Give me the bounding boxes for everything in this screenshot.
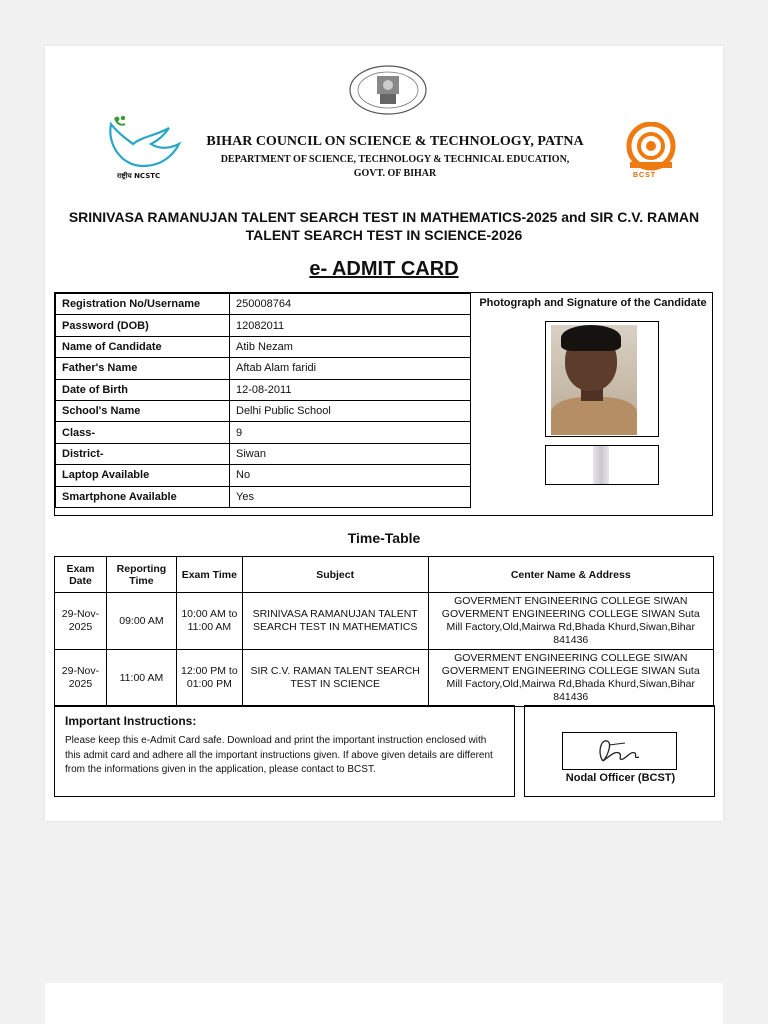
instructions-text: Please keep this e-Admit Card safe. Download and print the important instruction enclosed with this admit card and adhere all the important instructions given. If above given details are different from the informations given in the application, please contact to BCST. — [65, 735, 493, 775]
reporting-time: 11:00 AM — [106, 650, 176, 707]
table-row — [56, 315, 471, 336]
candidate-signature-frame — [545, 445, 659, 485]
candidate-photo-frame — [545, 321, 659, 437]
district-value: Siwan — [230, 443, 471, 464]
class-label: Class- — [56, 422, 230, 443]
exam-time: 10:00 AM to 11:00 AM — [176, 593, 242, 650]
school-label: School's Name — [56, 400, 230, 421]
registration-value: 250008764 — [230, 294, 471, 315]
candidate-details-table — [55, 293, 471, 508]
smartphone-value: Yes — [230, 486, 471, 507]
table-row — [56, 336, 471, 357]
dob-value: 12-08-2011 — [230, 379, 471, 400]
table-row — [56, 422, 471, 443]
password-label: Password (DOB) — [56, 315, 230, 336]
ncstc-label: राष्ट्रीय NCSTC — [117, 172, 161, 180]
candidate-photo — [551, 325, 637, 435]
next-page-edge — [45, 983, 723, 1024]
father-name-value: Aftab Alam faridi — [230, 358, 471, 379]
center-address: GOVERMENT ENGINEERING COLLEGE SIWAN GOVERMENT ENGINEERING COLLEGE SIWAN Suta Mill Factory,Old,Mairwa Rd,Bhada Khurd,Siwan,Bihar 841436 — [428, 593, 713, 650]
officer-signature — [563, 733, 676, 769]
bcst-label: BCST — [633, 172, 657, 179]
table-row — [55, 650, 714, 707]
header-exam-date: Exam Date — [55, 557, 107, 593]
timetable-title: Time-Table — [347, 530, 421, 546]
table-row — [56, 465, 471, 486]
instructions-title: Important Instructions: — [65, 714, 197, 728]
bihar-emblem-logo — [347, 64, 429, 116]
nodal-officer-label: Nodal Officer (BCST) — [565, 772, 676, 784]
admit-card-title: e- ADMIT CARD — [309, 258, 459, 280]
timetable-table — [54, 556, 714, 707]
table-row — [56, 358, 471, 379]
registration-label: Registration No/Username — [56, 294, 230, 315]
exam-date: 29-Nov-2025 — [55, 593, 107, 650]
subject: SIR C.V. RAMAN TALENT SEARCH TEST IN SCIENCE — [242, 650, 428, 707]
candidate-signature — [593, 446, 609, 484]
father-name-label: Father's Name — [56, 358, 230, 379]
header-center: Center Name & Address — [428, 557, 713, 593]
candidate-name-label: Name of Candidate — [56, 336, 230, 357]
table-row — [56, 294, 471, 315]
exam-date: 29-Nov-2025 — [55, 650, 107, 707]
exam-time: 12:00 PM to 01:00 PM — [176, 650, 242, 707]
candidate-details-section — [54, 292, 713, 516]
table-row — [56, 400, 471, 421]
candidate-name-value: Atib Nezam — [230, 336, 471, 357]
class-value: 9 — [230, 422, 471, 443]
table-header-row — [55, 557, 714, 593]
header-exam-time: Exam Time — [176, 557, 242, 593]
table-row — [56, 486, 471, 507]
laptop-label: Laptop Available — [56, 465, 230, 486]
table-row — [56, 379, 471, 400]
laptop-value: No — [230, 465, 471, 486]
table-row — [55, 593, 714, 650]
exam-title: SRINIVASA RAMANUJAN TALENT SEARCH TEST IN MATHEMATICS-2025 and SIR C.V. RAMAN TALENT SEARCH TEST IN SCIENCE-2026 — [68, 209, 700, 243]
department-name: DEPARTMENT OF SCIENCE, TECHNOLOGY & TECHNICAL EDUCATION, — [220, 154, 570, 165]
reporting-time: 09:00 AM — [106, 593, 176, 650]
org-name: BIHAR COUNCIL ON SCIENCE & TECHNOLOGY, PATNA — [206, 134, 584, 149]
admit-card-page — [45, 46, 723, 821]
officer-signature-frame — [562, 732, 677, 770]
school-value: Delhi Public School — [230, 400, 471, 421]
header-reporting-time: Reporting Time — [106, 557, 176, 593]
header-subject: Subject — [242, 557, 428, 593]
smartphone-label: Smartphone Available — [56, 486, 230, 507]
photo-signature-label: Photograph and Signature of the Candidate — [479, 297, 707, 309]
nodal-officer-section — [524, 705, 715, 797]
govt-name: GOVT. OF BIHAR — [353, 168, 437, 179]
table-row — [56, 443, 471, 464]
subject: SRINIVASA RAMANUJAN TALENT SEARCH TEST IN MATHEMATICS — [242, 593, 428, 650]
dob-label: Date of Birth — [56, 379, 230, 400]
password-value: 12082011 — [230, 315, 471, 336]
important-instructions — [54, 705, 515, 797]
district-label: District- — [56, 443, 230, 464]
center-address: GOVERMENT ENGINEERING COLLEGE SIWAN GOVERMENT ENGINEERING COLLEGE SIWAN Suta Mill Factory,Old,Mairwa Rd,Bhada Khurd,Siwan,Bihar 841436 — [428, 650, 713, 707]
